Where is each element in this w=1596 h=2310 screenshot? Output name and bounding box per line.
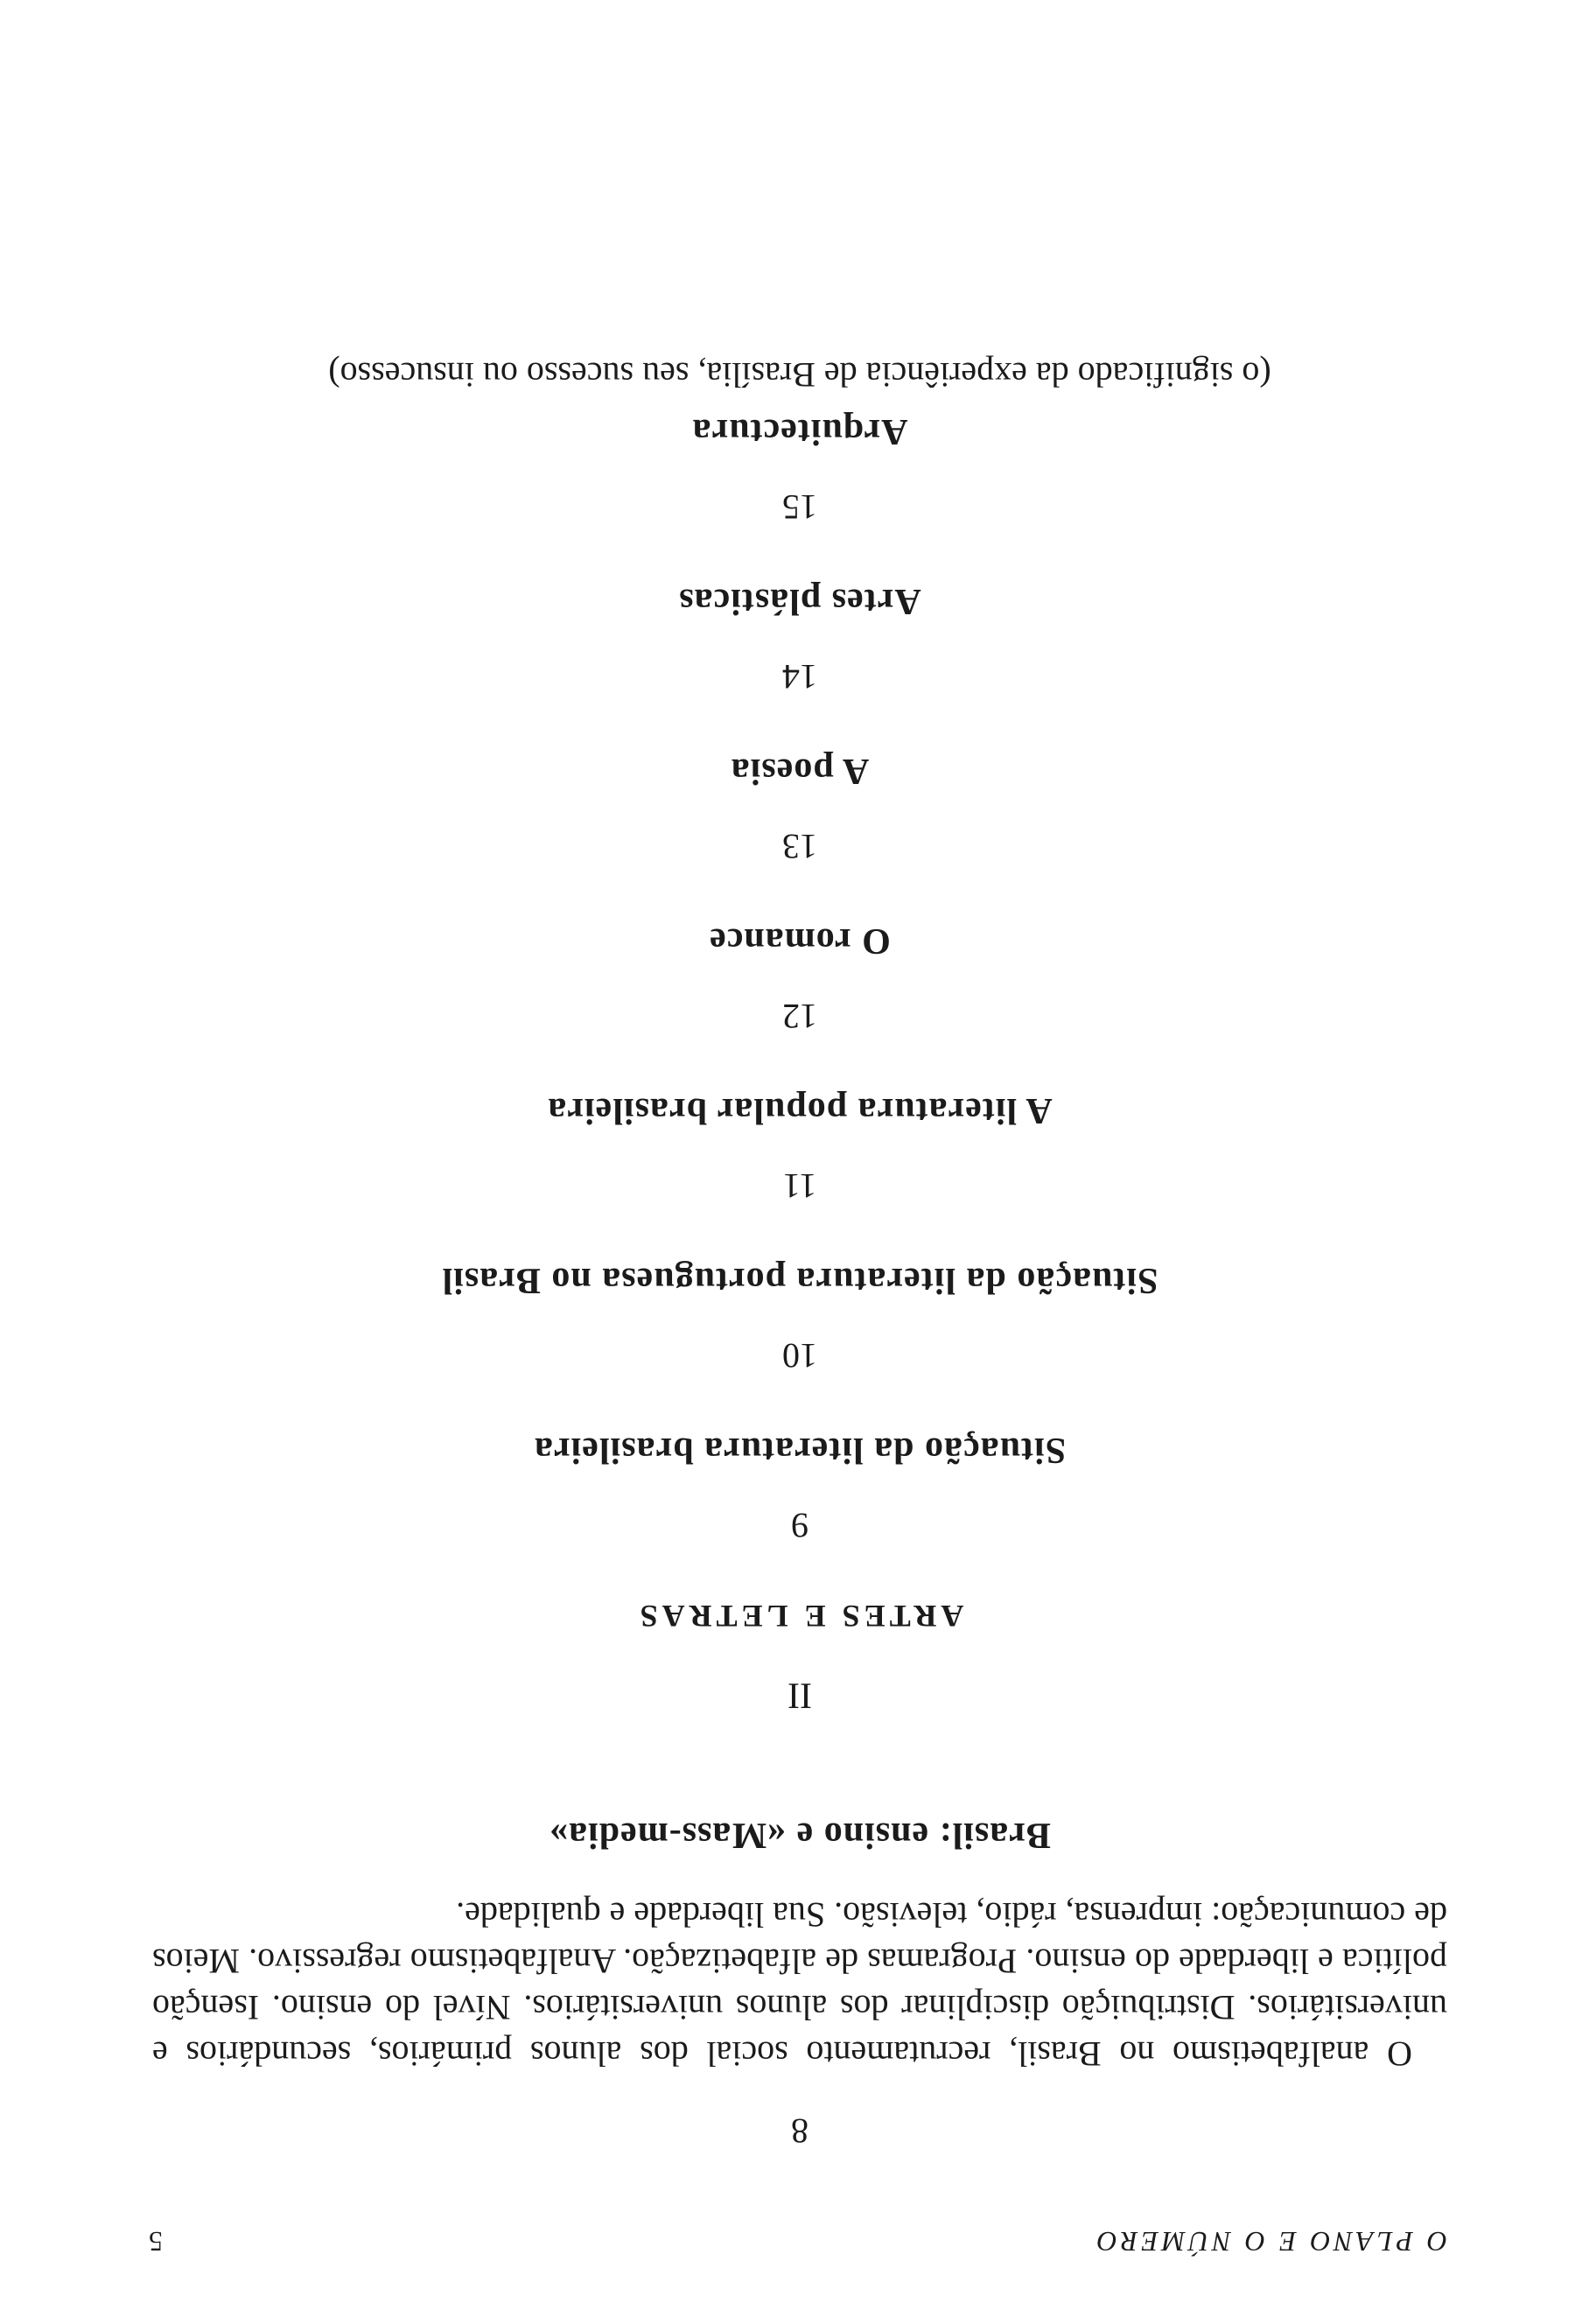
page-content (152, 301, 1447, 2152)
running-head-title: O PLANO E O NÚMERO (1093, 2226, 1447, 2258)
item-number: 14 (782, 657, 817, 696)
page-number: 5 (149, 2226, 163, 2258)
item-number: 9 (791, 1506, 808, 1545)
item-number: 13 (782, 827, 817, 866)
item-11 (152, 1088, 1447, 1208)
item-14 (152, 579, 1447, 698)
section-header (152, 1598, 1447, 1717)
item-title: Situação da literatura portuguesa no Brasil (441, 1260, 1158, 1300)
item-description: O analfabetismo no Brasil, recrutamento social dos alunos primários, secundários e universitários. Distribuição disciplinar dos alunos universitários. Nível do ensino. Isenção política e liberdade do ensino. Programas de alfabetização. Analfabetismo regressivo. Meios de comunicação: imprensa, rádio, televisão. Sua liberdade e qualidade. (152, 1895, 1447, 2074)
section-title: ARTES E LETRAS (635, 1599, 964, 1634)
item-title: O romance (709, 920, 891, 961)
item-title: Artes plásticas (678, 581, 921, 621)
item-15 (152, 352, 1447, 528)
item-10 (152, 1258, 1447, 1377)
item-12 (152, 919, 1447, 1038)
running-head (149, 2225, 1447, 2258)
item-13 (152, 749, 1447, 868)
item-9 (152, 1428, 1447, 1547)
item-title: Situação da literatura brasileira (533, 1430, 1067, 1470)
item-number: 10 (782, 1336, 817, 1376)
item-number: 12 (782, 997, 817, 1036)
section-roman-numeral: II (788, 1675, 812, 1715)
item-title: A poesia (730, 751, 870, 791)
item-number: 11 (782, 1166, 817, 1206)
item-number: 8 (791, 2111, 808, 2151)
item-title: A literatura popular brasileira (547, 1090, 1053, 1130)
item-title: Arquitectura (691, 411, 908, 452)
item-subtitle: (o significado da experiência de Brasília, seu sucesso ou insucesso) (328, 355, 1271, 395)
item-8 (152, 1813, 1447, 2152)
item-title: Brasil: ensino e «Mass-media» (549, 1815, 1051, 1855)
item-number: 15 (782, 487, 817, 527)
